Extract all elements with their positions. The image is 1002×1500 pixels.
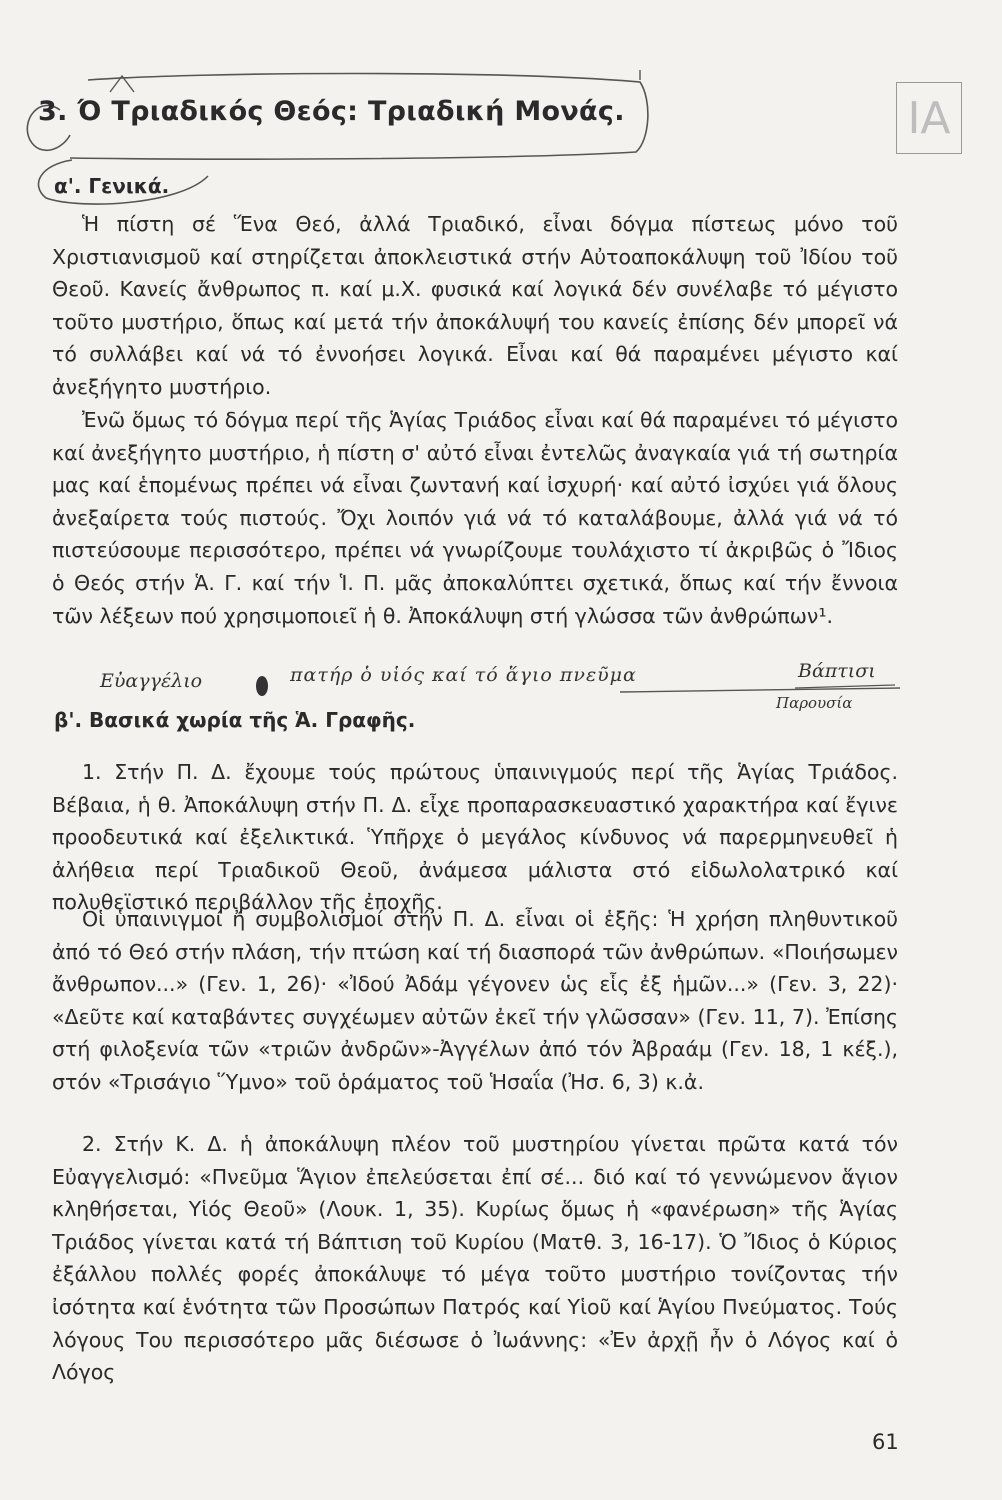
section-b-paragraph-2 bbox=[52, 903, 898, 1099]
page-number: 61 bbox=[872, 1430, 899, 1454]
chapter-title bbox=[38, 96, 625, 127]
section-a-paragraph-2 bbox=[52, 404, 898, 632]
paragraph-text: Ἐνῶ ὅμως τό δόγμα περί τῆς Ἁγίας Τριάδος εἶναι καί θά παραμένει τό μέγιστο καί ἀνεξήγητο μυστήριο, ἡ πίστη σ' αὐτό εἶναι ἐντελῶς ἀναγκαία γιά τή σωτηρία μας καί ἑπομένως πρέπει νά εἶναι ζωντανή καί ἰσχυρή· καί αὐτό ἰσχύει γιά ὅλους ἀνεξαίρετα τούς πιστούς. Ὄχι λοιπόν γιά νά τό καταλάβουμε, ἀλλά γιά νά τό πιστεύσουμε περισσότερο, πρέπει νά γνωρίζουμε τουλάχιστο τί ἀκριβῶς ὁ Ἴδιος ὁ Θεός στήν Ἁ. Γ. καί τήν Ἱ. Π. μᾶς ἀποκαλύπτει σχετικά, ὅπως καί τήν ἔννοια τῶν λέξεων πού χρησιμοποιεῖ ἡ θ. Ἀποκάλυψη στή γλώσσα τῶν ἀνθρώπων¹. bbox=[52, 408, 898, 628]
section-b-paragraph-3 bbox=[52, 1128, 898, 1389]
section-a-paragraph-1 bbox=[52, 208, 898, 404]
handwritten-note-2: πατήρ ὁ υἱός καί τό ἅγιο πνεῦμα bbox=[290, 664, 637, 686]
handwritten-note-1: Εὐαγγέλιο bbox=[100, 670, 203, 692]
paragraph-text: 1. Στήν Π. Δ. ἔχουμε τούς πρώτους ὑπαινιγμούς περί τῆς Ἁγίας Τριάδος. Βέβαια, ἡ θ. Ἀποκάλυψη στήν Π. Δ. εἶχε προπαρασκευαστικό χαρακτήρα καί ἔγινε προοδευτικά καί ἐξελικτικά. Ὑπῆρχε ὁ μεγάλος κίνδυνος νά παρερμηνευθεῖ ἡ ἀλήθεια περί Τριαδικοῦ Θεοῦ, ἀνάμεσα μάλιστα στό εἰδωλολατρικό καί πολυθεϊστικό περιβάλλον τῆς ἐποχῆς. bbox=[52, 760, 898, 915]
paragraph-text: Οἱ ὑπαινιγμοί ἤ συμβολισμοί στήν Π. Δ. εἶναι οἱ ἑξῆς: Ἡ χρήση πληθυντικοῦ ἀπό τό Θεό στήν πλάση, τήν πτώση καί τή διασπορά τῶν ἀνθρώπων. «Ποιήσωμεν ἄνθρωπον...» (Γεν. 1, 26)· «Ἰδού Ἀδάμ γέγονεν ὡς εἷς ἐξ ἡμῶν...» (Γεν. 3, 22)· «Δεῦτε καί καταβάντες συγχέωμεν αὐτῶν ἐκεῖ τήν γλῶσσαν» (Γεν. 11, 7). Ἐπίσης στή φιλοξενία τῶν «τριῶν ἀνδρῶν»-Ἀγγέλων ἀπό τόν Ἀβραάμ (Γεν. 18, 1 κέξ.), στόν «Τρισάγιο Ὕμνο» τοῦ ὁράματος τοῦ Ἡσαΐα (Ἠσ. 6, 3) κ.ἀ. bbox=[52, 907, 898, 1094]
chapter-tag bbox=[896, 82, 962, 154]
chapter-number: 3. bbox=[38, 96, 68, 127]
paragraph-text: 2. Στήν Κ. Δ. ἡ ἀποκάλυψη πλέον τοῦ μυστηρίου γίνεται πρῶτα κατά τόν Εὐαγγελισμό: «Πνεῦμα Ἅγιον ἐπελεύσεται ἐπί σέ... διό καί τό γεννώμενον ἅγιον κληθήσεται, Υἱός Θεοῦ» (Λουκ. 1, 35). Κυρίως ὅμως ἡ «φανέρωση» τῆς Ἁγίας Τριάδος γίνεται κατά τή Βάπτιση τοῦ Κυρίου (Ματθ. 3, 16-17). Ὁ Ἴδιος ὁ Κύριος ἐξάλλου πολλές φορές ἀποκάλυψε τό μέγα τοῦτο μυστήριο τονίζοντας τήν ἰσότητα καί ἑνότητα τῶν Προσώπων Πατρός καί Υἱοῦ καί Ἁγίου Πνεύματος. Τούς λόγους Του περισσότερο μᾶς διέσωσε ὁ Ἰωάννης: «Ἐν ἀρχῇ ἦν ὁ Λόγος καί ὁ Λόγος bbox=[52, 1132, 898, 1385]
chapter-tag-text: ΙΑ bbox=[907, 92, 951, 144]
handwritten-note-4: Παρουσία bbox=[776, 694, 853, 712]
section-a-heading: α'. Γενικά. bbox=[54, 174, 170, 198]
chapter-title-text: Ό Τριαδικός Θεός: Τριαδική Μονάς. bbox=[77, 96, 625, 127]
paragraph-text: Ἡ πίστη σέ Ἕνα Θεό, ἀλλά Τριαδικό, εἶναι δόγμα πίστεως μόνο τοῦ Χριστιανισμοῦ καί στηρίζεται ἀποκλειστικά στήν Αὐτοαποκάλυψη τοῦ Ἰδίου τοῦ Θεοῦ. Κανείς ἄνθρωπος π. καί μ.Χ. φυσικά καί λογικά δέν συνέλαβε τό μέγιστο τοῦτο μυστήριο, ὅπως καί μετά τήν ἀποκάλυψή του κανείς ἐπίσης δέν μπορεῖ νά τό συλλάβει καί νά τό ἐννοήσει λογικά. Εἶναι καί θά παραμένει μέγιστο καί ἀνεξήγητο μυστήριο. bbox=[52, 212, 898, 399]
handwritten-note-3: Βάπτισι bbox=[798, 660, 876, 682]
section-b-paragraph-1 bbox=[52, 756, 898, 919]
section-b-heading: β'. Βασικά χωρία τῆς Ἁ. Γραφῆς. bbox=[54, 708, 416, 732]
